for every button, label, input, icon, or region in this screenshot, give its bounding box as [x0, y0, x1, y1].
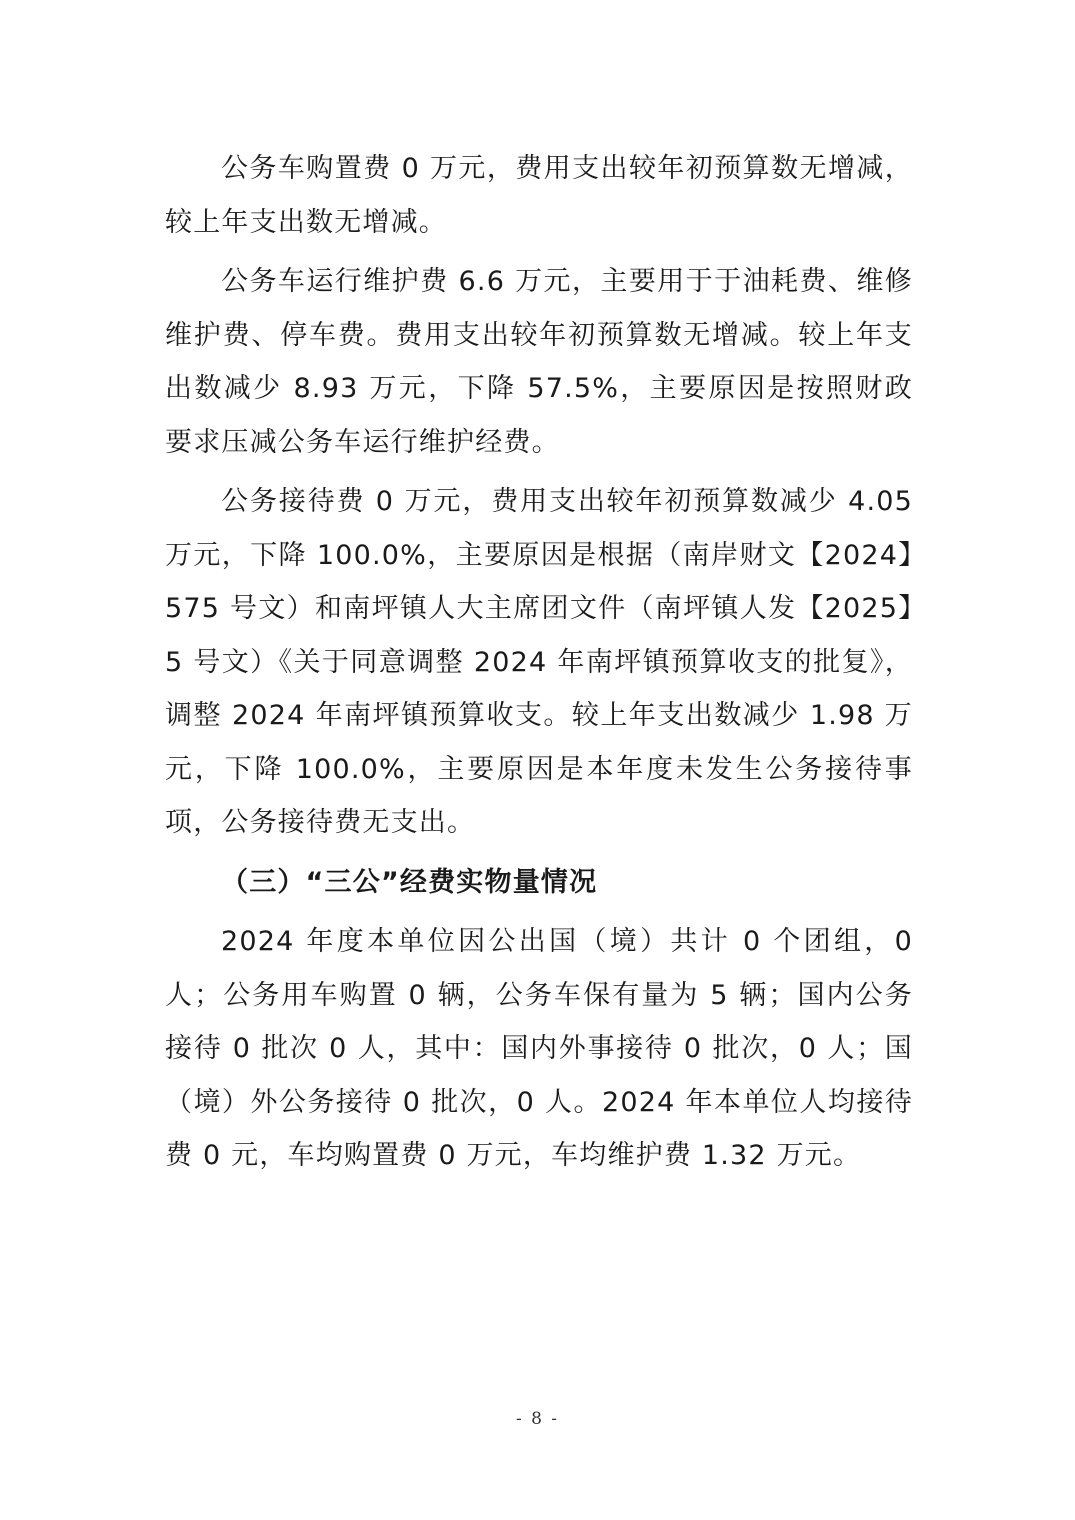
paragraph-vehicle-maintenance: 公务车运行维护费 6.6 万元，主要用于于油耗费、维修维护费、停车费。费用支出较年初预算数无增减。较上年支出数减少 8.93 万元，下降 57.5%，主要原因是按照财政要求压减公务车运行维护经费。: [165, 266, 913, 458]
document-body: [165, 142, 913, 1183]
section-heading: （三）“三公”经费实物量情况: [221, 866, 598, 898]
paragraph-reception-expense: 公务接待费 0 万元，费用支出较年初预算数减少 4.05 万元，下降 100.0%，主要原因是根据（南岸财文【2024】575 号文）和南坪镇人大主席团文件（南坪镇人发【2025】5 号文）《关于同意调整 2024 年南坪镇预算收支的批复》，调整 2024 年南坪镇预算收支。较上年支出数减少 1.98 万元，下降 100.0%，主要原因是本年度未发生公务接待事项，公务接待费无支出。: [165, 486, 913, 838]
paragraph-physical-quantity: 2024 年度本单位因公出国（境）共计 0 个团组，0 人；公务用车购置 0 辆，公务车保有量为 5 辆；国内公务接待 0 批次 0 人，其中：国内外事接待 0 批次，0 人；国（境）外公务接待 0 批次，0 人。2024 年本单位人均接待费 0 元，车均购置费 0 万元，车均维护费 1.32 万元。: [165, 926, 913, 1171]
paragraph-vehicle-purchase: 公务车购置费 0 万元，费用支出较年初预算数无增减，较上年支出数无增减。: [165, 153, 913, 238]
page-number: - 8 -: [515, 1409, 560, 1429]
